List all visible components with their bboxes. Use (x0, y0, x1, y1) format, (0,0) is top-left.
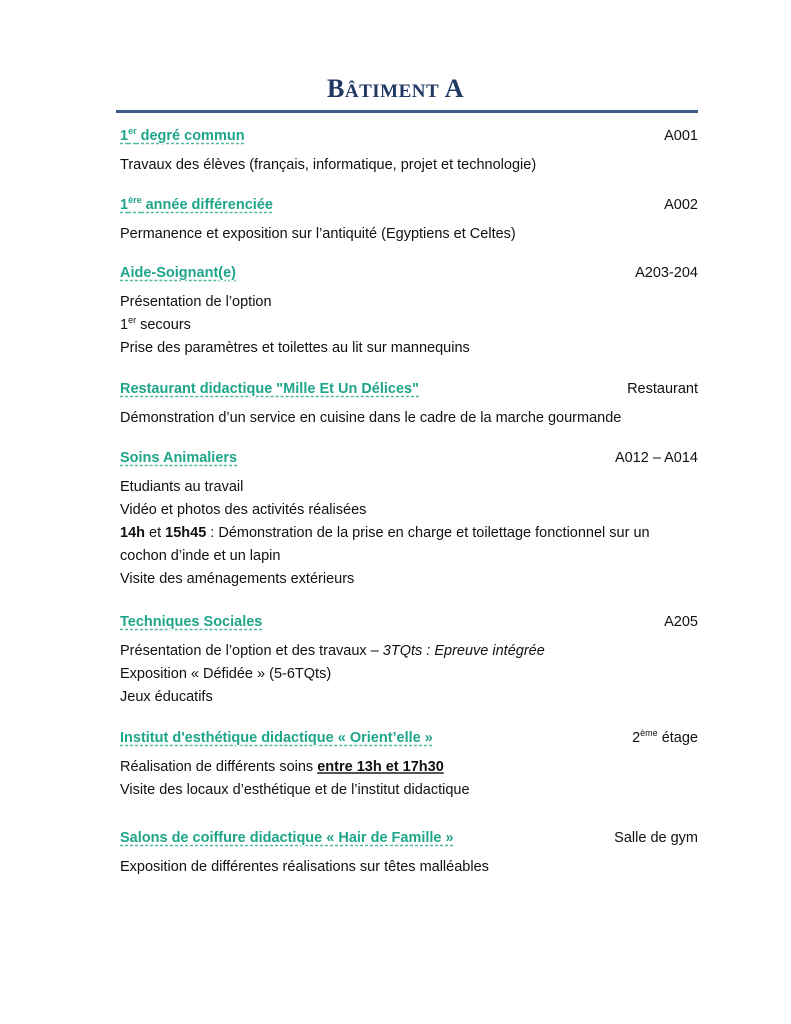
section-salons-coiffure (120, 830, 698, 879)
section-line: Démonstration d’un service en cuisine dans le cadre de la marche gourmande (120, 410, 622, 426)
room-label: 2ème étage (632, 728, 698, 746)
section-restaurant-didactique (120, 381, 698, 430)
room-label: A205 (664, 614, 698, 630)
section-title: 1ère année différenciée (120, 195, 273, 213)
section-line: Vidéo et photos des activités réalisées (120, 502, 367, 518)
room-label: A203-204 (635, 265, 698, 281)
section-1er-degre-commun (120, 128, 698, 177)
section-institut-esthetique (120, 730, 698, 802)
section-title: Salons de coiffure didactique « Hair de Famille » (120, 830, 454, 846)
room-label: Restaurant (627, 381, 698, 397)
room-label: A001 (664, 128, 698, 144)
section-title: Soins Animaliers (120, 450, 238, 466)
room-label: A002 (664, 197, 698, 213)
section-title: Institut d'esthétique didactique « Orient’elle » (120, 730, 433, 746)
section-line: Présentation de l’option (120, 294, 272, 310)
section-line: Prise des paramètres et toilettes au lit sur mannequins (120, 340, 470, 356)
section-line: Jeux éducatifs (120, 689, 213, 705)
section-title: 1er degré commun (120, 126, 245, 144)
section-techniques-sociales (120, 614, 698, 709)
section-title: Aide-Soignant(e) (120, 265, 236, 281)
room-label: A012 – A014 (614, 450, 698, 466)
section-line: Exposition de différentes réalisations sur têtes malléables (120, 859, 489, 875)
section-soins-animaliers (120, 450, 698, 591)
section-aide-soignant (120, 265, 698, 360)
section-line: Présentation de l’option et des travaux – 3TQts : Epreuve intégrée (120, 643, 545, 659)
section-line: 14h et 15h45 : Démonstration de la prise en charge et toilettage fonctionnel sur un (120, 525, 650, 541)
section-line: cochon d’inde et un lapin (120, 548, 281, 564)
page-title: BÂTIMENT A (327, 74, 464, 103)
title-underline-rule (116, 110, 698, 113)
section-line: Exposition « Défidée » (5-6TQts) (120, 666, 332, 682)
section-line: Réalisation de différents soins entre 13h et 17h30 (120, 759, 444, 775)
section-title: Restaurant didactique "Mille Et Un Délices" (120, 381, 419, 397)
section-line: Etudiants au travail (120, 479, 244, 495)
section-title: Techniques Sociales (120, 614, 263, 630)
section-line: Travaux des élèves (français, informatique, projet et technologie) (120, 157, 537, 173)
section-line: Permanence et exposition sur l’antiquité (Egyptiens et Celtes) (120, 226, 516, 242)
section-line: 1er secours (120, 315, 191, 333)
section-line: Visite des locaux d’esthétique et de l’institut didactique (120, 782, 470, 798)
section-1ere-annee-differenciee (120, 197, 698, 246)
room-label: Salle de gym (614, 830, 698, 846)
section-line: Visite des aménagements extérieurs (120, 571, 355, 587)
